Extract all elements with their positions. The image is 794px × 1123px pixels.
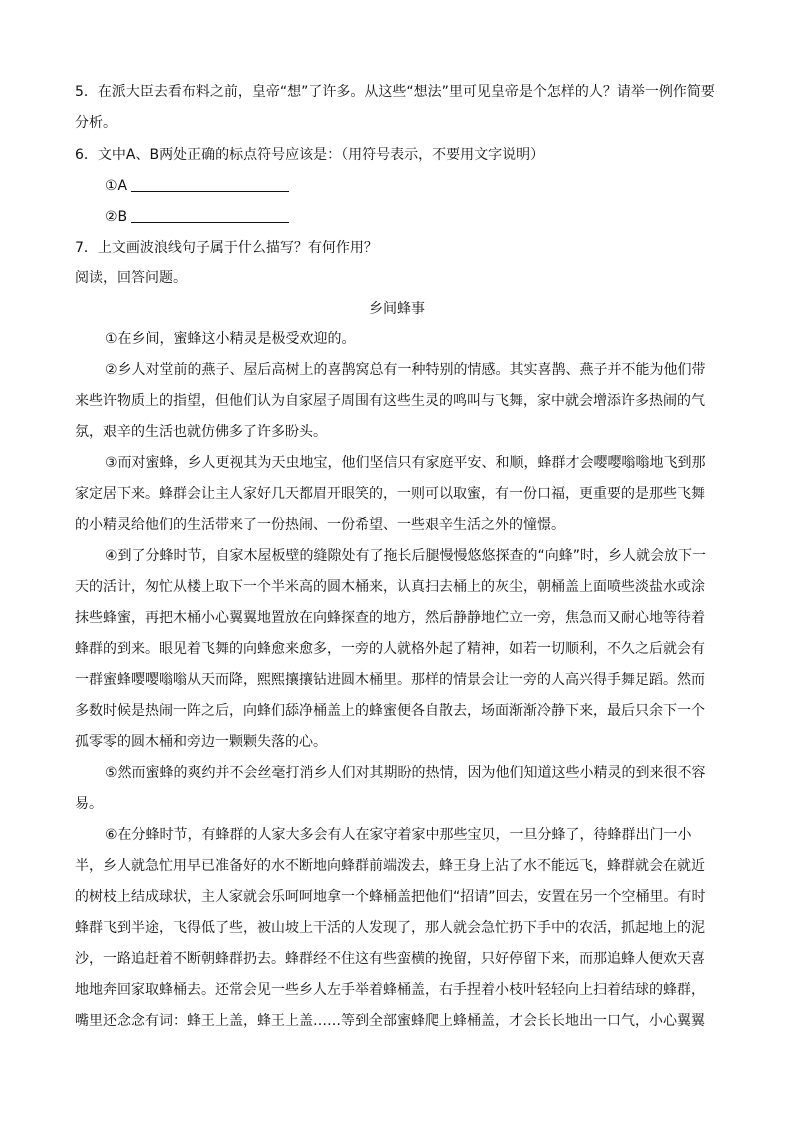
question-5-line-2: 分析。 <box>75 115 117 131</box>
reading-instruction: 阅读，回答问题。 <box>75 270 187 286</box>
question-6: 6．文中A、B两处正确的标点符号应该是：（用符号表示，不要用文字说明） <box>75 147 545 163</box>
paragraph-line: 的小精灵给他们的生活带来了一份热闹、一份希望、一些艰辛生活之外的憧憬。 <box>75 517 565 533</box>
answer-a-label: ①A <box>105 178 128 194</box>
paragraph-line: 天的活计，匆忙从楼上取下一个半米高的圆木桶来，认真扫去桶上的灰尘，朝桶盖上面喷些淡盐水或涂 <box>75 579 705 595</box>
paragraph-line: 嘴里还念念有词：蜂王上盖，蜂王上盖……等到全部蜜蜂爬上蜂桶盖，才会长长地出一口气，小心翼翼 <box>75 1013 705 1029</box>
paragraph-line: 家定居下来。蜂群会让主人家好几天都眉开眼笑的，一则可以取蜜，有一份口福，更重要的是那些飞舞 <box>75 486 705 502</box>
paragraph-line: 沙，一路追赶着不断朝蜂群扔去。蜂群经不住这有些蛮横的挽留，只好停留下来，而那追蜂人便欢天喜 <box>75 951 705 967</box>
paragraph-line: 蜂群飞到半途，飞得低了些，被山坡上干活的人发现了，那人就会急忙扔下手中的农活，抓起地上的泥 <box>75 920 705 936</box>
paragraph-line: 半，乡人就急忙用早已准备好的水不断地向蜂群前端泼去，蜂王身上沾了水不能远飞，蜂群就会在就近 <box>75 858 705 874</box>
answer-b-blank[interactable] <box>131 208 289 223</box>
question-6-answer-b <box>105 207 745 227</box>
paragraph-line: 多数时候是热闹一阵之后，向蜂们舔净桶盖上的蜂蜜便各自散去，场面渐渐冷静下来，最后只余下一个 <box>75 703 705 719</box>
answer-b-label: ②B <box>105 209 128 225</box>
paragraph-line: 地地奔回家取蜂桶去。还常会见一些乡人左手举着蜂桶盖，右手捏着小枝叶轻轻向上扫着结球的蜂群， <box>75 982 705 998</box>
paragraph-line: 易。 <box>75 796 103 812</box>
question-5-line-1: 5．在派大臣去看布料之前，皇帝“想”了许多。从这些“想法”里可见皇帝是个怎样的人？请举一例作简要 <box>75 84 715 100</box>
question-7: 7．上文画波浪线句子属于什么描写？有何作用？ <box>75 240 378 256</box>
paragraph-line: 蜂群的到来。眼见着飞舞的向蜂愈来愈多，一旁的人就格外起了精神，如若一切顺利，不久之后就会有 <box>75 641 705 657</box>
paragraph-line: 氛，艰辛的生活也就仿佛多了许多盼头。 <box>75 424 327 440</box>
article-title: 乡间蜂事 <box>369 301 425 317</box>
question-6-answer-a <box>105 176 745 196</box>
paragraph-line: 的树枝上结成球状，主人家就会乐呵呵地拿一个蜂桶盖把他们“招请”回去，安置在另一个空桶里。有时 <box>75 889 706 905</box>
paragraph-line: ②乡人对堂前的燕子、屋后高树上的喜鹊窝总有一种特别的情感。其实喜鹊、燕子并不能为他们带 <box>105 362 706 378</box>
paragraph-line: ④到了分蜂时节，自家木屋板壁的缝隙处有了拖长后腿慢慢悠悠探查的“向蜂”时，乡人就会放下一 <box>105 548 707 564</box>
paragraph-line: 来些许物质上的指望，但他们认为自家屋子周围有这些生灵的鸣叫与飞舞，家中就会增添许多热闹的气 <box>75 393 705 409</box>
paragraph-line: 孤零零的圆木桶和旁边一颗颗失落的心。 <box>75 734 327 750</box>
paragraph-line: ①在乡间，蜜蜂这小精灵是极受欢迎的。 <box>105 331 356 347</box>
paragraph-line: ③而对蜜蜂，乡人更视其为天虫地宝，他们坚信只有家庭平安、和顺，蜂群才会嘤嘤嗡嗡地飞到那 <box>105 455 706 471</box>
paragraph-line: ⑥在分蜂时节，有蜂群的人家大多会有人在家守着家中那些宝贝，一旦分蜂了，待蜂群出门一小 <box>105 827 692 843</box>
paragraph-line: ⑤然而蜜蜂的爽约并不会丝毫打消乡人们对其期盼的热情，因为他们知道这些小精灵的到来很不容 <box>105 765 706 781</box>
answer-a-blank[interactable] <box>131 177 289 192</box>
paragraph-line: 抹些蜂蜜，再把木桶小心翼翼地置放在向蜂探查的地方，然后静静地伫立一旁，焦急而又耐心地等待着 <box>75 610 705 626</box>
paragraph-line: 一群蜜蜂嘤嘤嗡嗡从天而降，熙熙攘攘钻进圆木桶里。那样的情景会让一旁的人高兴得手舞足蹈。然而 <box>75 672 705 688</box>
